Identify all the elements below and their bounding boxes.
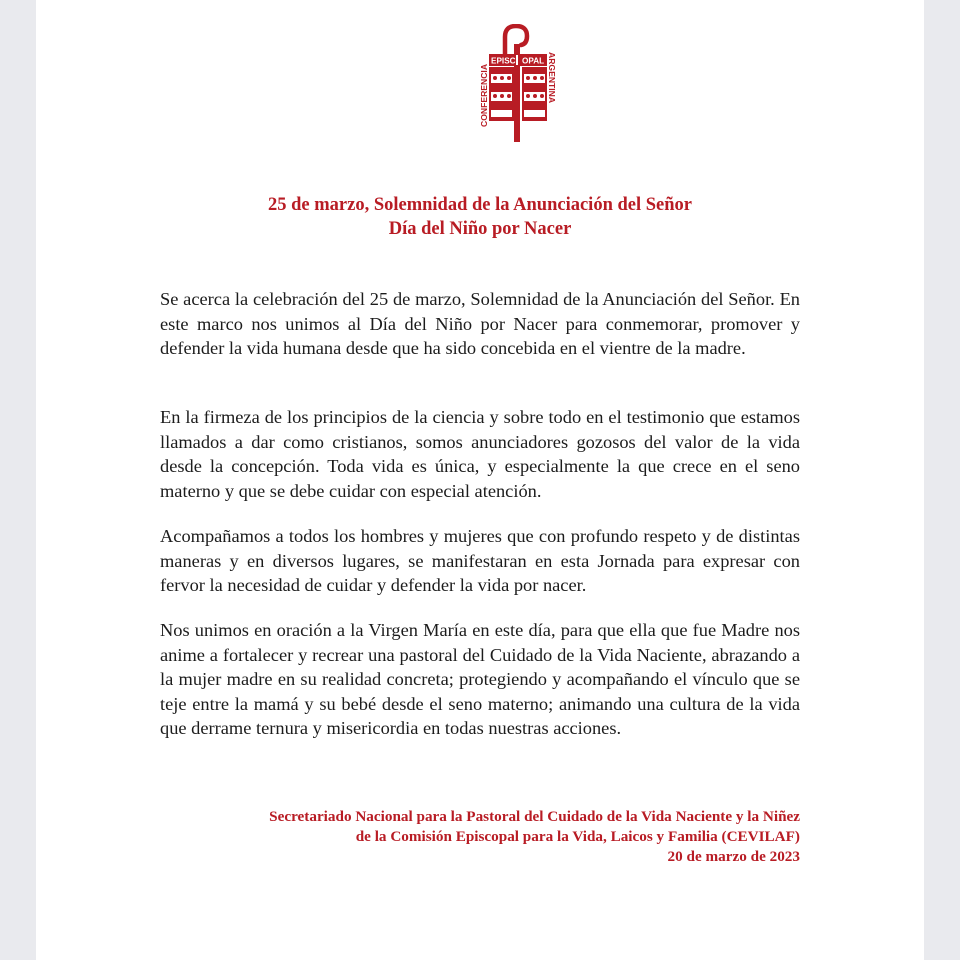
signature-date: 20 de marzo de 2023 <box>667 848 800 865</box>
logo-text-argentina: ARGENTINA <box>547 52 557 104</box>
paragraph-1: Se acerca la celebración del 25 de marzo, Solemnidad de la Anunciación del Señor. En este marco nos unimos al Día del Niño por Nacer para conmemorar, promover y defender la vida humana desde que ha sido concebida en el vientre de la madre. <box>160 289 800 359</box>
heading-line-1: 25 de marzo, Solemnidad de la Anunciación del Señor <box>268 195 692 215</box>
logo-text-episc: EPISC <box>491 56 516 66</box>
conferencia-episcopal-logo <box>472 24 564 144</box>
paragraph-3: Acompañamos a todos los hombres y mujeres que con profundo respeto y de distintas maneras y en diversos lugares, se manifestaran en esta Jornada para expresar con fervor la necesidad de cuidar y defender la vida por nacer. <box>160 526 800 596</box>
logo-text-opal: OPAL <box>522 56 545 66</box>
signature-line-1: Secretariado Nacional para la Pastoral del Cuidado de la Vida Naciente y la Niñez <box>269 808 800 825</box>
logo-text-conferencia: CONFERENCIA <box>479 63 489 127</box>
paragraph-2: En la firmeza de los principios de la ciencia y sobre todo en el testimonio que estamos llamados a dar como cristianos, somos anunciadores gozosos del valor de la vida desde la concepción. Toda vida es única, y especialmente la que crece en el seno materno y que se debe cuidar con especial atención. <box>160 407 800 501</box>
document-page <box>36 0 924 960</box>
paragraph-4: Nos unimos en oración a la Virgen María en este día, para que ella que fue Madre nos anime a fortalecer y recrear una pastoral del Cuidado de la Vida Naciente, abrazando a la mujer madre en su realidad concreta; protegiendo y acompañando el vínculo que se teje entre la mamá y su bebé desde el seno materno; animando una cultura de la vida que derrame ternura y misericordia en todas nuestras acciones. <box>160 620 800 739</box>
signature-line-2: de la Comisión Episcopal para la Vida, Laicos y Familia (CEVILAF) <box>355 828 800 845</box>
heading-line-2: Día del Niño por Nacer <box>388 219 572 239</box>
